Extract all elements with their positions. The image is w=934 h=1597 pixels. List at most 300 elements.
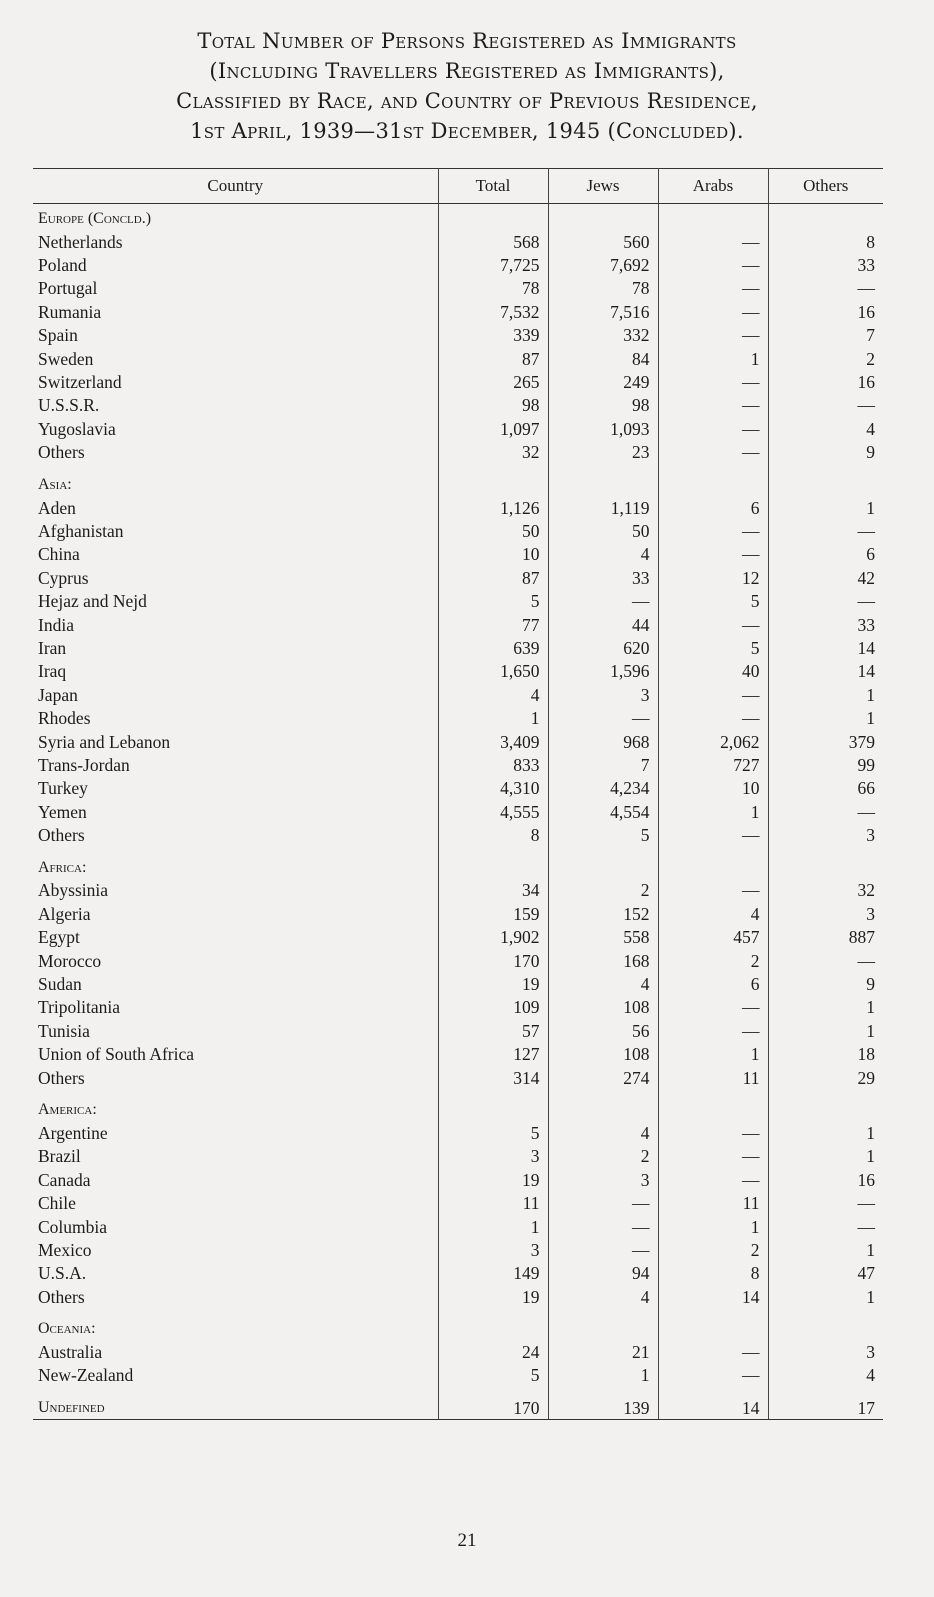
total-cell: 32 — [438, 441, 548, 464]
arabs-cell: — — [658, 1364, 768, 1387]
section-label: Oceania: — [33, 1308, 438, 1340]
jews-cell: 168 — [548, 949, 658, 972]
total-cell: 3 — [438, 1145, 548, 1168]
empty-cell — [548, 1089, 658, 1121]
country-cell: Poland — [33, 253, 438, 276]
jews-cell: 84 — [548, 347, 658, 370]
total-cell: 87 — [438, 347, 548, 370]
others-cell: 6 — [866, 544, 875, 565]
table-row — [33, 1262, 883, 1285]
jews-cell: 620 — [548, 636, 658, 659]
total-cell: 127 — [438, 1043, 548, 1066]
table-row — [33, 277, 883, 300]
country-cell: Columbia — [33, 1215, 438, 1238]
country-cell: Tunisia — [33, 1019, 438, 1042]
empty-cell — [658, 1308, 768, 1340]
others-cell: 33 — [857, 614, 875, 635]
arabs-cell: 5 — [658, 636, 768, 659]
others-cell: — — [857, 801, 875, 822]
col-header-others: Others — [768, 169, 883, 204]
table-row — [33, 972, 883, 995]
country-cell: Rhodes — [33, 706, 438, 729]
others-cell: 14 — [857, 637, 875, 658]
col-header-arabs: Arabs — [658, 169, 768, 204]
total-cell: 19 — [438, 1168, 548, 1191]
jews-cell: 3 — [548, 683, 658, 706]
col-header-total: Total — [438, 169, 548, 204]
total-cell: 5 — [438, 1364, 548, 1387]
country-cell: Japan — [33, 683, 438, 706]
country-cell: Yemen — [33, 800, 438, 823]
jews-cell: 4,234 — [548, 777, 658, 800]
arabs-cell: — — [658, 879, 768, 902]
others-cell: 32 — [857, 880, 875, 901]
total-cell: 4,555 — [438, 800, 548, 823]
total-cell: 149 — [438, 1262, 548, 1285]
others-cell: 9 — [866, 974, 875, 995]
arabs-cell: 2,062 — [658, 730, 768, 753]
total-cell: 87 — [438, 566, 548, 589]
empty-cell — [438, 847, 548, 879]
table-row — [33, 347, 883, 370]
jews-cell: 1 — [548, 1364, 658, 1387]
country-cell: Others — [33, 1066, 438, 1089]
header-row — [33, 169, 883, 204]
total-cell: 4 — [438, 683, 548, 706]
country-cell: Chile — [33, 1191, 438, 1214]
total-cell: 78 — [438, 277, 548, 300]
section-header-row — [33, 1089, 883, 1121]
table-row — [33, 417, 883, 440]
table-row — [33, 1043, 883, 1066]
arabs-cell: — — [658, 543, 768, 566]
undefined-row — [33, 1387, 883, 1420]
section-label: America: — [33, 1089, 438, 1121]
arabs-cell: 11 — [658, 1066, 768, 1089]
others-cell: 18 — [857, 1044, 875, 1065]
country-cell: Abyssinia — [33, 879, 438, 902]
others-cell: 17 — [768, 1387, 883, 1420]
table-row — [33, 300, 883, 323]
country-cell: Australia — [33, 1340, 438, 1363]
others-cell: 8 — [866, 231, 875, 252]
jews-cell: 4 — [548, 1285, 658, 1308]
jews-cell: 139 — [548, 1387, 658, 1420]
table-row — [33, 800, 883, 823]
table-row — [33, 1215, 883, 1238]
others-cell: — — [857, 520, 875, 541]
jews-cell: 7,692 — [548, 253, 658, 276]
others-cell: — — [857, 1216, 875, 1237]
arabs-cell: — — [658, 441, 768, 464]
others-cell: 16 — [857, 372, 875, 393]
col-header-jews: Jews — [548, 169, 658, 204]
others-cell: 4 — [866, 418, 875, 439]
country-cell: Iran — [33, 636, 438, 659]
others-cell: — — [857, 950, 875, 971]
country-cell: Sudan — [33, 972, 438, 995]
country-cell: Undefined — [33, 1387, 438, 1420]
empty-cell — [438, 204, 548, 231]
others-cell: 887 — [848, 927, 875, 948]
others-cell: 14 — [857, 661, 875, 682]
arabs-cell: 1 — [658, 800, 768, 823]
others-cell: 2 — [866, 348, 875, 369]
arabs-cell: 6 — [658, 496, 768, 519]
jews-cell: 21 — [548, 1340, 658, 1363]
empty-cell — [438, 464, 548, 496]
country-cell: U.S.S.R. — [33, 394, 438, 417]
jews-cell: 108 — [548, 1043, 658, 1066]
empty-cell — [548, 464, 658, 496]
jews-cell: 4 — [548, 1121, 658, 1144]
jews-cell: — — [548, 1191, 658, 1214]
table-row — [33, 730, 883, 753]
total-cell: 3,409 — [438, 730, 548, 753]
arabs-cell: 2 — [658, 1238, 768, 1261]
table-row — [33, 753, 883, 776]
table-row — [33, 519, 883, 542]
total-cell: 1,097 — [438, 417, 548, 440]
others-cell: 66 — [857, 778, 875, 799]
jews-cell: 4,554 — [548, 800, 658, 823]
arabs-cell: 14 — [658, 1387, 768, 1420]
table-row — [33, 1340, 883, 1363]
total-cell: 98 — [438, 394, 548, 417]
arabs-cell: — — [658, 417, 768, 440]
country-cell: Syria and Lebanon — [33, 730, 438, 753]
total-cell: 50 — [438, 519, 548, 542]
country-cell: Trans-Jordan — [33, 753, 438, 776]
table-row — [33, 823, 883, 846]
section-header-row — [33, 204, 883, 231]
arabs-cell: — — [658, 1019, 768, 1042]
arabs-cell: 1 — [658, 1043, 768, 1066]
total-cell: 34 — [438, 879, 548, 902]
jews-cell: — — [548, 1238, 658, 1261]
others-cell: 33 — [857, 255, 875, 276]
arabs-cell: — — [658, 1145, 768, 1168]
others-cell: 3 — [866, 1342, 875, 1363]
total-cell: 170 — [438, 1387, 548, 1420]
others-cell: 42 — [857, 567, 875, 588]
jews-cell: 560 — [548, 230, 658, 253]
table-row — [33, 324, 883, 347]
arabs-cell: 457 — [658, 926, 768, 949]
jews-cell: 33 — [548, 566, 658, 589]
total-cell: 57 — [438, 1019, 548, 1042]
jews-cell: 274 — [548, 1066, 658, 1089]
jews-cell: 2 — [548, 1145, 658, 1168]
empty-cell — [768, 204, 883, 231]
arabs-cell: — — [658, 370, 768, 393]
table-row — [33, 949, 883, 972]
arabs-cell: 10 — [658, 777, 768, 800]
others-cell: — — [857, 591, 875, 612]
arabs-cell: — — [658, 823, 768, 846]
total-cell: 314 — [438, 1066, 548, 1089]
table-row — [33, 230, 883, 253]
others-cell: 1 — [866, 1146, 875, 1167]
country-cell: Netherlands — [33, 230, 438, 253]
section-header-row — [33, 847, 883, 879]
others-cell: 1 — [866, 684, 875, 705]
jews-cell: 98 — [548, 394, 658, 417]
title-line: 1st April, 1939—31st December, 1945 (Concluded). — [190, 119, 744, 143]
table-row — [33, 566, 883, 589]
table-row — [33, 1285, 883, 1308]
jews-cell: 108 — [548, 996, 658, 1019]
jews-cell: — — [548, 1215, 658, 1238]
jews-cell: 1,119 — [548, 496, 658, 519]
total-cell: 7,725 — [438, 253, 548, 276]
country-cell: Cyprus — [33, 566, 438, 589]
jews-cell: 5 — [548, 823, 658, 846]
jews-cell: 4 — [548, 972, 658, 995]
arabs-cell: 1 — [658, 347, 768, 370]
arabs-cell: — — [658, 706, 768, 729]
arabs-cell: — — [658, 394, 768, 417]
table-title — [0, 26, 934, 146]
jews-cell: 4 — [548, 543, 658, 566]
country-cell: Portugal — [33, 277, 438, 300]
others-cell: 1 — [866, 708, 875, 729]
arabs-cell: — — [658, 277, 768, 300]
total-cell: 109 — [438, 996, 548, 1019]
jews-cell: 23 — [548, 441, 658, 464]
jews-cell: 968 — [548, 730, 658, 753]
table-row — [33, 1145, 883, 1168]
total-cell: 11 — [438, 1191, 548, 1214]
section-label: Europe (Concld.) — [33, 204, 438, 231]
immigrants-table — [33, 168, 883, 1420]
table-row — [33, 589, 883, 612]
jews-cell: 1,596 — [548, 660, 658, 683]
col-header-country: Country — [33, 169, 438, 204]
others-cell: 1 — [866, 1122, 875, 1143]
empty-cell — [548, 847, 658, 879]
others-cell: 3 — [866, 903, 875, 924]
country-cell: China — [33, 543, 438, 566]
jews-cell: 7,516 — [548, 300, 658, 323]
table-row — [33, 253, 883, 276]
table-row — [33, 1121, 883, 1144]
empty-cell — [658, 464, 768, 496]
arabs-cell: 40 — [658, 660, 768, 683]
total-cell: 5 — [438, 1121, 548, 1144]
arabs-cell: 727 — [658, 753, 768, 776]
country-cell: Algeria — [33, 902, 438, 925]
arabs-cell: 11 — [658, 1191, 768, 1214]
table-row — [33, 496, 883, 519]
arabs-cell: — — [658, 1121, 768, 1144]
empty-cell — [438, 1308, 548, 1340]
table-row — [33, 1019, 883, 1042]
others-cell: 16 — [857, 301, 875, 322]
jews-cell: 558 — [548, 926, 658, 949]
jews-cell: 56 — [548, 1019, 658, 1042]
total-cell: 1 — [438, 706, 548, 729]
jews-cell: 152 — [548, 902, 658, 925]
arabs-cell: — — [658, 253, 768, 276]
country-cell: Brazil — [33, 1145, 438, 1168]
country-cell: Canada — [33, 1168, 438, 1191]
total-cell: 265 — [438, 370, 548, 393]
country-cell: Morocco — [33, 949, 438, 972]
total-cell: 10 — [438, 543, 548, 566]
total-cell: 170 — [438, 949, 548, 972]
others-cell: 379 — [848, 731, 875, 752]
table-row — [33, 1066, 883, 1089]
arabs-cell: 8 — [658, 1262, 768, 1285]
country-cell: Others — [33, 823, 438, 846]
table-row — [33, 543, 883, 566]
country-cell: Rumania — [33, 300, 438, 323]
total-cell: 19 — [438, 972, 548, 995]
jews-cell: — — [548, 589, 658, 612]
country-cell: Aden — [33, 496, 438, 519]
empty-cell — [768, 1308, 883, 1340]
others-cell: 1 — [866, 1239, 875, 1260]
others-cell: 4 — [866, 1365, 875, 1386]
jews-cell: 50 — [548, 519, 658, 542]
table-row — [33, 683, 883, 706]
others-cell: 3 — [866, 825, 875, 846]
table-body — [33, 204, 883, 1420]
total-cell: 7,532 — [438, 300, 548, 323]
section-header-row — [33, 1308, 883, 1340]
total-cell: 833 — [438, 753, 548, 776]
table-row — [33, 613, 883, 636]
others-cell: 1 — [866, 497, 875, 518]
jews-cell: — — [548, 706, 658, 729]
section-label: Asia: — [33, 464, 438, 496]
total-cell: 568 — [438, 230, 548, 253]
total-cell: 1,126 — [438, 496, 548, 519]
title-line: Classified by Race, and Country of Previous Residence, — [176, 89, 758, 113]
jews-cell: 2 — [548, 879, 658, 902]
table-row — [33, 902, 883, 925]
country-cell: Yugoslavia — [33, 417, 438, 440]
others-cell: 29 — [857, 1067, 875, 1088]
empty-cell — [548, 1308, 658, 1340]
total-cell: 159 — [438, 902, 548, 925]
empty-cell — [548, 204, 658, 231]
empty-cell — [768, 464, 883, 496]
country-cell: Hejaz and Nejd — [33, 589, 438, 612]
total-cell: 1,902 — [438, 926, 548, 949]
arabs-cell: — — [658, 613, 768, 636]
empty-cell — [658, 1089, 768, 1121]
country-cell: Others — [33, 441, 438, 464]
country-cell: Tripolitania — [33, 996, 438, 1019]
table-row — [33, 394, 883, 417]
country-cell: Switzerland — [33, 370, 438, 393]
others-cell: 7 — [866, 325, 875, 346]
country-cell: Afghanistan — [33, 519, 438, 542]
country-cell: Union of South Africa — [33, 1043, 438, 1066]
arabs-cell: 4 — [658, 902, 768, 925]
arabs-cell: 1 — [658, 1215, 768, 1238]
arabs-cell: — — [658, 996, 768, 1019]
total-cell: 77 — [438, 613, 548, 636]
country-cell: U.S.A. — [33, 1262, 438, 1285]
arabs-cell: — — [658, 300, 768, 323]
table-row — [33, 777, 883, 800]
table-row — [33, 1364, 883, 1387]
arabs-cell: 14 — [658, 1285, 768, 1308]
arabs-cell: — — [658, 324, 768, 347]
table-row — [33, 1238, 883, 1261]
arabs-cell: 6 — [658, 972, 768, 995]
total-cell: 8 — [438, 823, 548, 846]
jews-cell: 249 — [548, 370, 658, 393]
country-cell: Others — [33, 1285, 438, 1308]
page-number: 21 — [457, 1530, 477, 1551]
table-row — [33, 1168, 883, 1191]
total-cell: 3 — [438, 1238, 548, 1261]
country-cell: Egypt — [33, 926, 438, 949]
title-line: (Including Travellers Registered as Immigrants), — [209, 59, 725, 83]
country-cell: New-Zealand — [33, 1364, 438, 1387]
section-label: Africa: — [33, 847, 438, 879]
jews-cell: 78 — [548, 277, 658, 300]
empty-cell — [658, 847, 768, 879]
others-cell: 99 — [857, 754, 875, 775]
total-cell: 19 — [438, 1285, 548, 1308]
others-cell: 1 — [866, 1286, 875, 1307]
total-cell: 1,650 — [438, 660, 548, 683]
arabs-cell: 2 — [658, 949, 768, 972]
table-row — [33, 879, 883, 902]
empty-cell — [438, 1089, 548, 1121]
country-cell: Argentine — [33, 1121, 438, 1144]
arabs-cell: — — [658, 683, 768, 706]
table-row — [33, 660, 883, 683]
arabs-cell: — — [658, 230, 768, 253]
jews-cell: 44 — [548, 613, 658, 636]
empty-cell — [768, 847, 883, 879]
table-row — [33, 370, 883, 393]
total-cell: 4,310 — [438, 777, 548, 800]
arabs-cell: 5 — [658, 589, 768, 612]
country-cell: Mexico — [33, 1238, 438, 1261]
total-cell: 24 — [438, 1340, 548, 1363]
others-cell: — — [857, 1193, 875, 1214]
table-row — [33, 996, 883, 1019]
country-cell: Spain — [33, 324, 438, 347]
others-cell: — — [857, 395, 875, 416]
table-row — [33, 636, 883, 659]
country-cell: Sweden — [33, 347, 438, 370]
empty-cell — [768, 1089, 883, 1121]
country-cell: Turkey — [33, 777, 438, 800]
table-row — [33, 706, 883, 729]
others-cell: 47 — [857, 1263, 875, 1284]
total-cell: 339 — [438, 324, 548, 347]
empty-cell — [658, 204, 768, 231]
arabs-cell: — — [658, 1168, 768, 1191]
arabs-cell: — — [658, 1340, 768, 1363]
jews-cell: 3 — [548, 1168, 658, 1191]
others-cell: 1 — [866, 997, 875, 1018]
title-line: Total Number of Persons Registered as Immigrants — [197, 29, 737, 53]
total-cell: 639 — [438, 636, 548, 659]
others-cell: 9 — [866, 442, 875, 463]
table-row — [33, 441, 883, 464]
arabs-cell: 12 — [658, 566, 768, 589]
table-row — [33, 1191, 883, 1214]
